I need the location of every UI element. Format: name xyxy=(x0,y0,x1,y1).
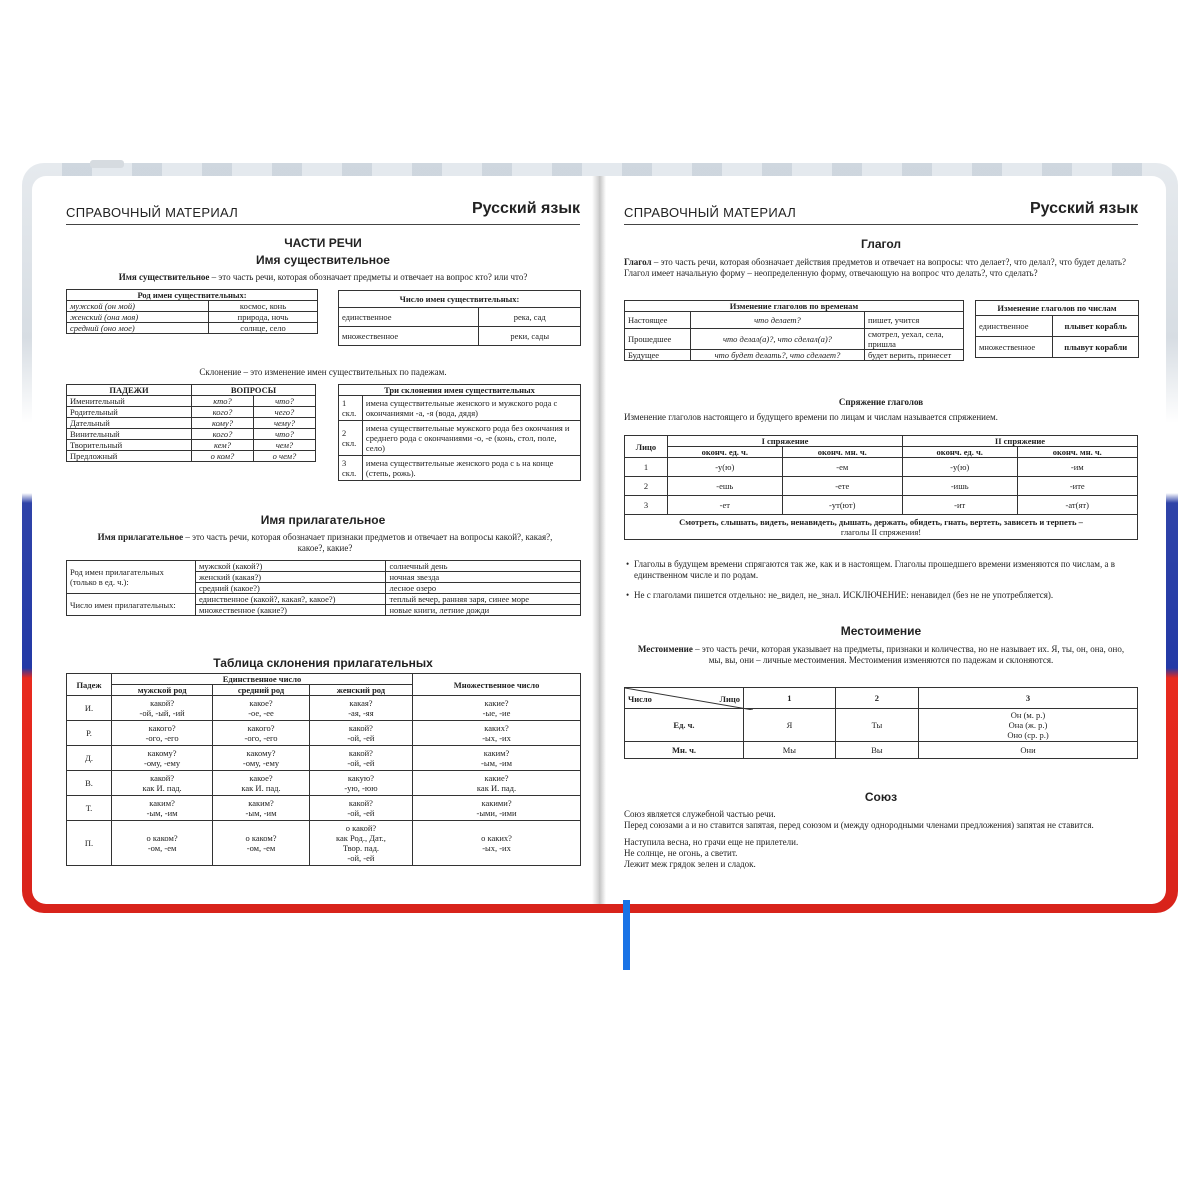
section-label: СПРАВОЧНЫЙ МАТЕРИАЛ xyxy=(624,205,797,220)
page-title: ЧАСТИ РЕЧИ xyxy=(284,236,362,250)
subject-title: Русский язык xyxy=(1029,200,1138,217)
left-page-header xyxy=(66,200,580,225)
case-cell: И. xyxy=(67,696,112,721)
three-declensions-table xyxy=(338,384,581,481)
pronoun-table: Число Лицо 1 2 3 Ед. ч. Я Ты Он (м. р.) Она (ж. р.) Оно (ср. р.) Мн. ч. Мы Вы Они xyxy=(624,687,1138,759)
adjective-table xyxy=(66,560,581,616)
pronoun-definition: Местоимение – это часть речи, которая указывает на предметы, признаки и количества, но не называет их. Я, ты, он, она, оно, мы, вы, они – личные местоимения. Местоимения изменяются по падежам и склоняются. xyxy=(637,644,1125,665)
ending-cell: какая? -ая, -яя xyxy=(309,696,412,721)
table-row: единственное плывет корабль xyxy=(976,316,1139,337)
verb-definition: Глагол – это часть речи, которая обозначает действия предметов и отвечает на вопросы: что делает?, что делал?, что будет делать? Глагол имеет начальную форму – неопределенную форму, отвечающую на вопрос что делать?, что сделать? xyxy=(624,257,1127,278)
conjugation-footer: Смотреть, слышать, видеть, ненавидеть, дышать, держать, обидеть, гнать, вертеть, зависеть и терпеть – глаголы II спряжения! xyxy=(625,515,1138,540)
ending-cell: какому? -ому, -ему xyxy=(213,746,310,771)
case-cell: Р. xyxy=(67,721,112,746)
union-section-title: Союз xyxy=(864,790,898,804)
table-row: 1 скл. имена существительные женского и мужского рода с окончаниями -а, -я (вода, дядя) xyxy=(339,396,581,421)
ending-cell: о какой? как Род., Дат., Твор. пад. -ой, -ей xyxy=(309,821,412,866)
ending-cell: каких? -ых, -их xyxy=(413,721,581,746)
verb-tense-table xyxy=(624,300,964,361)
table-row: 2 -ешь -ете -ишь -ите xyxy=(625,477,1138,496)
union-example: Не солнце, не огонь, а светит. xyxy=(624,848,738,858)
bookmark-ribbon xyxy=(623,900,630,970)
ending-cell: о каком? -ом, -ем xyxy=(213,821,310,866)
ending-cell: каким? -ым, -им xyxy=(112,796,213,821)
union-example: Наступила весна, но грачи еще не прилетели. xyxy=(624,837,799,847)
adj-decl-body xyxy=(67,696,581,866)
table-row: Число имен прилагательных: единственное (какой?, какая?, какое?) теплый вечер, ранняя заря, синее море xyxy=(67,594,581,605)
table-row: средний (какое?) лесное озеро xyxy=(67,583,581,594)
ending-cell: какую? -ую, -юю xyxy=(309,771,412,796)
ending-cell: какое? как И. пад. xyxy=(213,771,310,796)
union-line: Союз является служебной частью речи. xyxy=(624,809,776,819)
verb-note-2: • Не с глаголами пишется отдельно: не_видел, не_знал. ИСКЛЮЧЕНИЕ: ненавидел (без не не употребляется). xyxy=(634,590,1134,601)
notebook-spine xyxy=(592,176,606,904)
table-row: Родительный кого? чего? xyxy=(67,407,316,418)
subject-title: Русский язык xyxy=(471,200,580,217)
ending-cell: какого? -ого, -его xyxy=(213,721,310,746)
declension-definition: Склонение – это изменение имен существительных по падежам. xyxy=(199,367,447,377)
ending-cell: какие? как И. пад. xyxy=(413,771,581,796)
table-row: мужской (он мой) космос, конь xyxy=(67,301,318,312)
table-row: 1 -у(ю) -ем -у(ю) -им xyxy=(625,458,1138,477)
ending-cell: какой? как И. пад. xyxy=(112,771,213,796)
verb-number-table xyxy=(975,300,1139,358)
table-row: 3 -ет -ут(ют) -ит -ат(ят) xyxy=(625,496,1138,515)
table-row: множественное реки, сады xyxy=(339,327,581,346)
table-title: Число имен существительных: xyxy=(339,291,581,308)
adjective-declension-title: Таблица склонения прилагательных xyxy=(213,656,433,670)
ending-cell: какое? -ое, -ее xyxy=(213,696,310,721)
table-row: множественное плывут корабли xyxy=(976,337,1139,358)
table-row xyxy=(67,796,581,821)
noun-number-table xyxy=(338,290,581,346)
table-row xyxy=(67,821,581,866)
table-row: 3 скл. имена существительные женского рода с ь на конце (степь, рожь). xyxy=(339,456,581,481)
union-example: Лежит меж грядок зелен и сладок. xyxy=(624,859,756,869)
right-page-header xyxy=(624,200,1138,225)
table-row: единственное река, сад xyxy=(339,308,581,327)
table-title: Род имен существительных: xyxy=(67,290,318,301)
adjective-declension-table: Падеж Единственное число Множественное число мужской род средний род женский род И. какой? -ой, -ый, -ий какое? -ое, -ее какая? -ая, -яя какие? -ые, -ие Р. какого? -ого, -его какого? -ого, -его какой? -ой, -ей каких? -ых, -их Д. какому? -ому, -ему какому? -ому, -ему какой? -ой, -ей каким? -ым, -им В. какой? как И. пад. какое? как И. пад. какую? -ую, -юю какие? как И. пад. Т. каким? -ым, -им каким? -ым, -им какой? -ой, -ей какими? -ыми, -ими П. о каком? -ом, -ем о каком? -ом, -ем о какой? как Род., Дат., Твор. пад. -ой, -ей о каких? -ых, -их xyxy=(66,673,581,866)
verb-note-1: • Глаголы в будущем времени спрягаются так же, как и в настоящем. Глаголы прошедшего времени изменяются по числам, а в единственном числе и по родам. xyxy=(634,559,1134,581)
ending-cell: какой? -ой, -ей xyxy=(309,796,412,821)
ending-cell: о каких? -ых, -их xyxy=(413,821,581,866)
table-row xyxy=(67,696,581,721)
ending-cell: какой? -ой, -ей xyxy=(309,746,412,771)
union-text xyxy=(624,809,1104,870)
noun-definition: Имя существительное – это часть речи, которая обозначает предметы и отвечает на вопрос кто? или что? xyxy=(118,272,528,282)
ending-cell: какие? -ые, -ие xyxy=(413,696,581,721)
conjugation-table: Лицо I спряжение II спряжение оконч. ед. ч. оконч. мн. ч. оконч. ед. ч. оконч. мн. ч. 1 -у(ю) -ем -у(ю) -им 2 -ешь -ете -ишь -ите 3 -ет -ут(ют) -ит -ат(ят) Смотреть, слышать, видеть, ненавидеть, дышать, держать, обидеть, гнать, вертеть, зависеть и терпеть – глаголы II спряжения! xyxy=(624,435,1138,540)
table-title: Изменение глаголов по временам xyxy=(625,301,964,312)
section-label: СПРАВОЧНЫЙ МАТЕРИАЛ xyxy=(66,205,239,220)
ending-cell: какой? -ой, -ей xyxy=(309,721,412,746)
ending-cell: каким? -ым, -им xyxy=(413,746,581,771)
table-row: женский (какая?) ночная звезда xyxy=(67,572,581,583)
case-cell: В. xyxy=(67,771,112,796)
table-row xyxy=(67,771,581,796)
noun-gender-table xyxy=(66,289,318,334)
case-cell: Т. xyxy=(67,796,112,821)
ending-cell: какой? -ой, -ый, -ий xyxy=(112,696,213,721)
cases-table: ПАДЕЖИ ВОПРОСЫ Именительный кто? что? Родительный кого? чего? Дательный кому? чему? Винительный кого? что? Творительный кем? чем? Предложный о ком? о чем? xyxy=(66,384,316,462)
table-row: Именительный кто? что? xyxy=(67,396,316,407)
table-title: Изменение глаголов по числам xyxy=(976,301,1139,316)
cover-tab xyxy=(90,160,124,168)
table-row: Род имен прилагательных (только в ед. ч.): мужской (какой?) солнечный день xyxy=(67,561,581,572)
conjugation-definition: Изменение глаголов настоящего и будущего времени по лицам и числам называется спряжением. xyxy=(624,412,998,422)
adjective-definition: Имя прилагательное – это часть речи, которая обозначает признаки предметов и отвечает на вопросы какой?, какая?, какое?, какие? xyxy=(97,532,553,553)
union-line: Перед союзами а и но ставится запятая, перед союзом и (между однородными членами предложения) запятая не ставится. xyxy=(624,820,1094,830)
table-row: Будущее что будет делать?, что сделает? будет верить, принесет xyxy=(625,350,964,361)
table-title: Три склонения имен существительных xyxy=(339,385,581,396)
table-row: 2 скл. имена существительные мужского рода без окончания и среднего рода с окончаниями -о, -е (конь, стол, поле, село) xyxy=(339,421,581,456)
table-row: Ед. ч. Я Ты Он (м. р.) Она (ж. р.) Оно (ср. р.) xyxy=(625,709,1138,742)
case-cell: П. xyxy=(67,821,112,866)
adjective-section-title: Имя прилагательное xyxy=(260,513,386,527)
table-row: множественное (какие?) новые книги, летние дожди xyxy=(67,605,581,616)
table-row: Мн. ч. Мы Вы Они xyxy=(625,742,1138,759)
verb-section-title: Глагол xyxy=(861,237,901,251)
ending-cell: какими? -ыми, -ими xyxy=(413,796,581,821)
table-row: Предложный о ком? о чем? xyxy=(67,451,316,462)
table-row: Прошедшее что делал(а)?, что сделал(а)? смотрел, уехал, села, пришла xyxy=(625,329,964,350)
pronoun-diag-header: Число Лицо xyxy=(625,688,744,709)
table-row xyxy=(67,746,581,771)
conjugation-title: Спряжение глаголов xyxy=(838,397,924,407)
ending-cell: какого? -ого, -его xyxy=(112,721,213,746)
table-row: Дательный кому? чему? xyxy=(67,418,316,429)
ending-cell: какому? -ому, -ему xyxy=(112,746,213,771)
pronoun-section-title: Местоимение xyxy=(840,624,922,638)
ending-cell: каким? -ым, -им xyxy=(213,796,310,821)
table-row: Творительный кем? чем? xyxy=(67,440,316,451)
table-row: средний (оно мое) солнце, село xyxy=(67,323,318,334)
table-row: Настоящее что делает? пишет, учится xyxy=(625,312,964,329)
noun-section-title: Имя существительное xyxy=(256,253,390,267)
case-cell: Д. xyxy=(67,746,112,771)
ending-cell: о каком? -ом, -ем xyxy=(112,821,213,866)
table-row: Винительный кого? что? xyxy=(67,429,316,440)
table-row xyxy=(67,721,581,746)
table-row: женский (она моя) природа, ночь xyxy=(67,312,318,323)
